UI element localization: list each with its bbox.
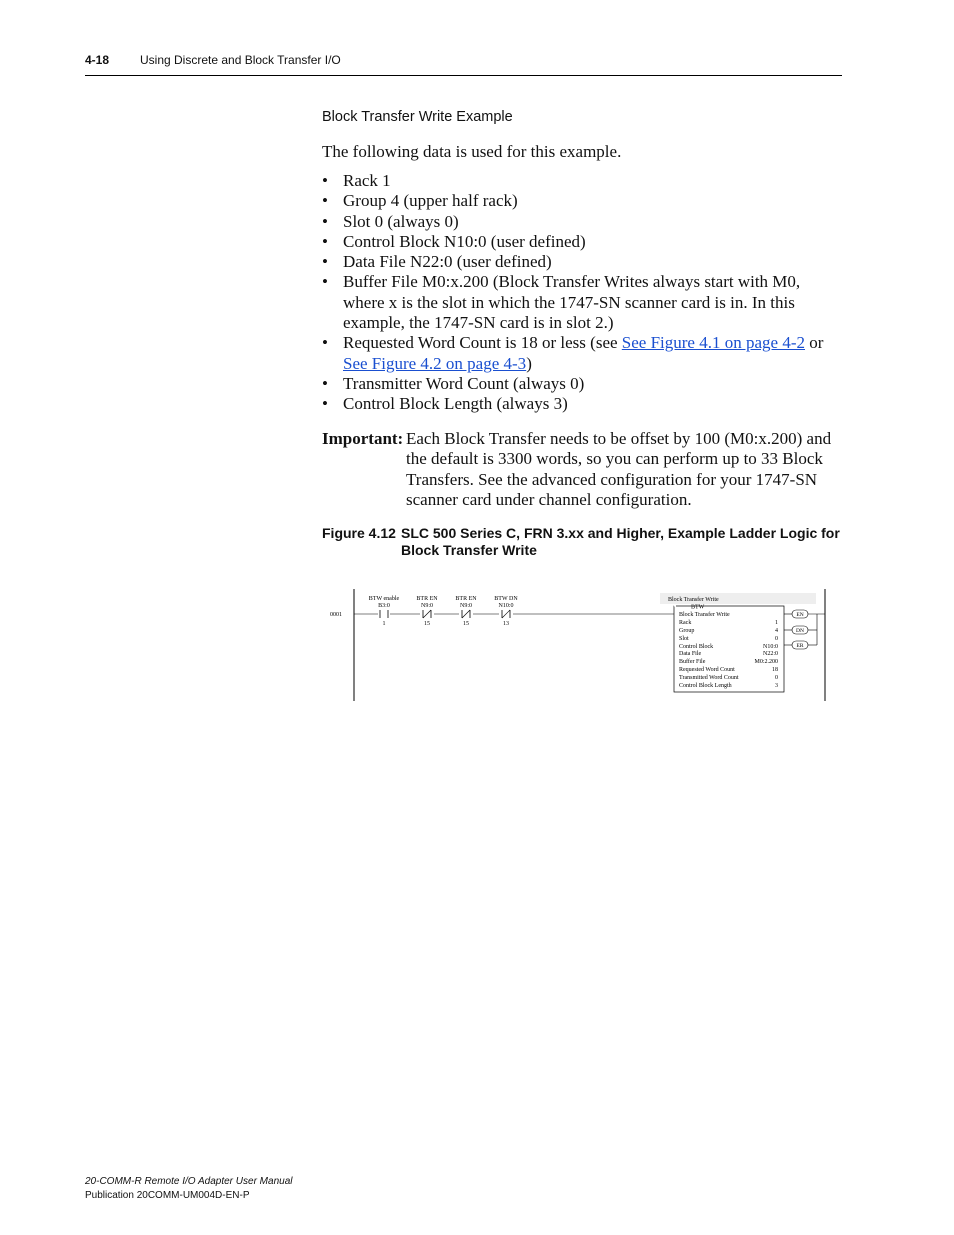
bullet-icon: • <box>322 252 328 272</box>
figure-4-1-link[interactable]: See Figure 4.1 on page 4-2 <box>621 333 805 353</box>
bullet-icon: • <box>322 171 328 190</box>
footer-publication: Publication 20COMM-UM004D-EN-P <box>85 1190 250 1201</box>
list-item: • Data File N22:0 (user defined) <box>322 252 552 272</box>
list-item: • Rack 1 <box>322 171 391 190</box>
header-rule <box>85 75 842 76</box>
svg-text:N9:0: N9:0 <box>421 603 433 609</box>
bullet-icon: • <box>322 394 328 414</box>
list-item: • Requested Word Count is 18 or less (see See Figure 4.1 on page 4-2 or See Figure 4.2 on page 4-3) <box>322 333 824 373</box>
svg-text:Control Block: Control Block <box>679 644 714 650</box>
contact-btw-enable <box>369 596 400 627</box>
bullet-icon: • <box>322 211 328 231</box>
important-label: Important: <box>322 429 404 448</box>
svg-text:N10:0: N10:0 <box>498 603 514 609</box>
page-number: 4-18 <box>85 53 110 67</box>
figure-title: SLC 500 Series C, FRN 3.xx and Higher, Example Ladder Logic for Block Transfer Write <box>401 525 840 558</box>
section-heading: Block Transfer Write Example <box>322 109 513 125</box>
list-item: • Control Block Length (always 3) <box>322 394 568 414</box>
svg-text:Control Block Length: Control Block Length <box>679 683 732 689</box>
svg-text:DN: DN <box>796 628 804 634</box>
bullet-icon: • <box>322 272 328 292</box>
svg-text:18: 18 <box>772 667 778 673</box>
block-name: Block Transfer Write <box>679 612 730 618</box>
svg-text:0: 0 <box>775 675 778 681</box>
svg-text:4: 4 <box>775 628 778 634</box>
svg-text:1: 1 <box>775 620 778 626</box>
svg-text:Rack: Rack <box>679 620 692 626</box>
contact-btw-dn <box>494 596 518 627</box>
chapter-title: Using Discrete and Block Transfer I/O <box>140 53 341 67</box>
contact-btr-en-2 <box>455 596 477 627</box>
svg-text:N22:0: N22:0 <box>763 651 778 657</box>
output-er <box>784 641 808 649</box>
svg-text:BTW enable: BTW enable <box>368 596 400 602</box>
list-item: • Slot 0 (always 0) <box>322 211 459 231</box>
btw-instruction-block <box>668 596 784 692</box>
svg-text:15: 15 <box>463 621 469 627</box>
output-en <box>784 610 808 618</box>
svg-text:BTR EN: BTR EN <box>416 596 438 602</box>
rung-number: 0001 <box>330 612 342 618</box>
figure-label: Figure 4.12 <box>322 525 396 541</box>
bullet-icon: • <box>322 191 328 211</box>
svg-text:Transmitted Word Count: Transmitted Word Count <box>679 675 739 681</box>
svg-text:ER: ER <box>796 643 804 649</box>
bullet-icon: • <box>322 231 328 251</box>
svg-text:Data File: Data File <box>679 651 702 657</box>
block-caption: Block Transfer Write <box>668 597 719 603</box>
svg-text:3: 3 <box>775 683 778 689</box>
svg-text:EN: EN <box>796 612 804 618</box>
svg-text:15: 15 <box>424 621 430 627</box>
svg-text:13: 13 <box>503 621 509 627</box>
svg-text:BTR EN: BTR EN <box>455 596 477 602</box>
list-item: • Control Block N10:0 (user defined) <box>322 231 586 251</box>
svg-text:Buffer File: Buffer File <box>679 659 706 665</box>
svg-text:B3:0: B3:0 <box>378 603 390 609</box>
svg-text:BTW DN: BTW DN <box>494 596 518 602</box>
svg-text:Requested Word Count: Requested Word Count <box>679 667 735 673</box>
bullet-icon: • <box>322 333 328 353</box>
svg-text:N10:0: N10:0 <box>763 644 778 650</box>
bullet-icon: • <box>322 373 328 393</box>
svg-text:Group: Group <box>679 628 695 634</box>
important-text: Each Block Transfer needs to be offset by 100 (M0:x.200) and the default is 3300 words, so you can perform up to 33 Block Transfers. See the advanced configuration for your 1747-SN scanner card under channel configuration. <box>406 429 832 509</box>
list-item: • Buffer File M0:x.200 (Block Transfer Writes always start with M0, where x is the slot in which the 1747-SN scanner card is in. In this example, the 1747-SN card is in slot 2.) <box>322 272 801 333</box>
block-mnemonic: BTW <box>691 604 705 611</box>
contact-btr-en-1 <box>416 596 438 627</box>
figure-4-2-link[interactable]: See Figure 4.2 on page 4-3 <box>343 353 527 373</box>
example-data-list <box>322 171 842 415</box>
intro-paragraph: The following data is used for this example. <box>322 142 622 161</box>
important-note <box>322 429 842 510</box>
svg-text:Slot: Slot <box>679 636 689 642</box>
svg-text:1: 1 <box>382 621 386 627</box>
svg-text:N9:0: N9:0 <box>460 603 472 609</box>
list-item: • Group 4 (upper half rack) <box>322 191 518 211</box>
ladder-logic-diagram <box>320 585 830 703</box>
svg-text:0: 0 <box>775 636 778 642</box>
output-dn <box>784 626 808 634</box>
list-item: • Transmitter Word Count (always 0) <box>322 373 585 393</box>
svg-text:M0:2.200: M0:2.200 <box>754 659 778 665</box>
footer-manual-title: 20-COMM-R Remote I/O Adapter User Manual <box>85 1176 293 1187</box>
